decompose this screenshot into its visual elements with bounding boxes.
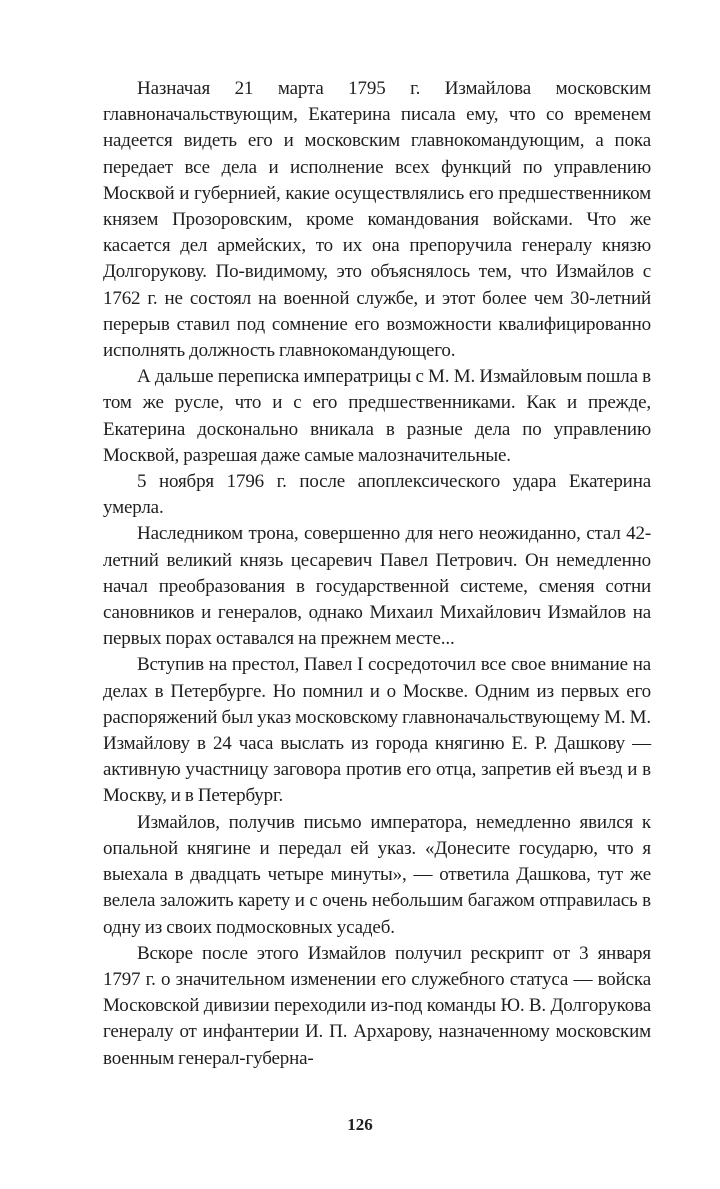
paragraph-4: Наследником трона, совершенно для него неожиданно, стал 42-летний великий князь цесаревич Павел Петрович. Он немедленно начал преобразования в государственной системе, сменяя сотни сановников и генералов, однако Михаил Михайлович Измайлов на первых порах оставался на прежнем месте... xyxy=(103,523,651,650)
paragraph-3: 5 ноября 1796 г. после апоплексического удара Екатерина умерла. xyxy=(103,471,651,519)
paragraph-1: Назначая 21 марта 1795 г. Измайлова московским главноначальствующим, Екатерина писала ему, что со временем надеется видеть его и московским главнокомандующим, а пока передает все дела и исполнение всех функций по управлению Москвой и губернией, какие осуществлялись его предшественником князем Прозоровским, кроме командования войсками. Что же касается дел армейских, то их она препоручила генералу князю Долгорукову. По-видимому, это объяснялось тем, что Измайлов с 1762 г. не состоял на военной службе, и этот более чем 30-летний перерыв ставил под сомнение его возможности квалифицированно исполнять должность главнокомандующего. xyxy=(103,78,651,362)
page-number: 126 xyxy=(347,1115,373,1134)
paragraph-2: А дальше переписка императрицы с М. М. Измайловым пошла в том же русле, что и с его предшественниками. Как и прежде, Екатерина досконально вникала в разные дела по управлению Москвой, разрешая даже самые малозначительные. xyxy=(103,366,651,466)
paragraph-5: Вступив на престол, Павел I сосредоточил все свое внимание на делах в Петербурге. Но помнил и о Москве. Одним из первых его распоряжений был указ московскому главноначальствующему М. М. Измайлову в 24 часа выслать из города княгиню Е. Р. Дашкову — активную участницу заговора против его отца, запретив ей въезд и в Москву, и в Петербург. xyxy=(103,654,651,807)
paragraph-7: Вскоре после этого Измайлов получил рескрипт от 3 января 1797 г. о значительном изменении его служебного статуса — войска Московской дивизии переходили из-под команды Ю. В. Долгорукова генералу от инфантерии И. П. Архарову, назначенному московским военным генерал-губерна- xyxy=(103,942,651,1069)
page-text-body xyxy=(103,76,651,1072)
paragraph-6: Измайлов, получив письмо императора, немедленно явился к опальной княгине и передал ей указ. «Донесите государю, что я выехала в двадцать четыре минуты», — ответила Дашкова, тут же велела заложить карету и с очень небольшим багажом отправилась в одну из своих подмосковных усадеб. xyxy=(103,811,651,938)
